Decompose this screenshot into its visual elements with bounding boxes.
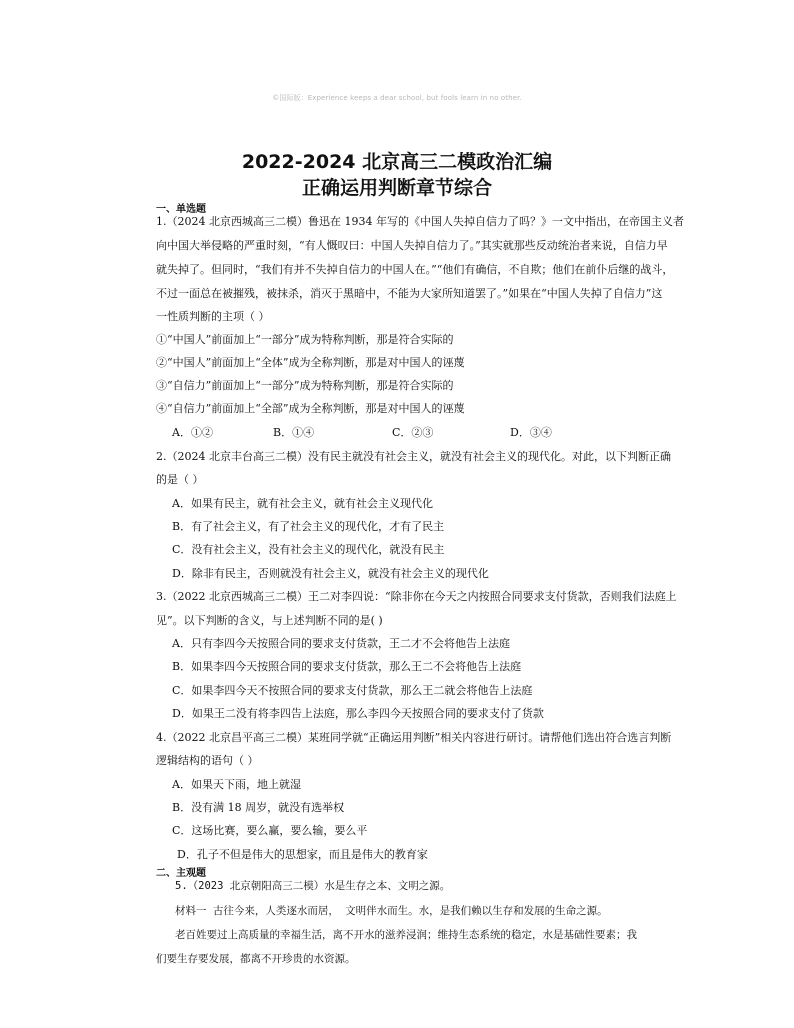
q2-stem-line: 的是（ ）	[156, 473, 204, 486]
q1-option-c: C．②③	[392, 426, 434, 439]
q4-option-c: C．这场比赛，要么赢，要么输，要么平	[172, 824, 368, 837]
q1-option-b: B．①④	[273, 426, 315, 439]
q3-stem-line: 见”。以下判断的含义，与上述判断不同的是( )	[156, 614, 383, 627]
q1-option-a: A．①②	[172, 426, 213, 439]
q5-material-line: 材料一 古往今来，人类逐水而居， 文明伴水而生。水，是我们赖以生存和发展的生命之源。	[175, 905, 608, 917]
q2-option-d: D．除非有民主，否则就没有社会主义，就没有社会主义的现代化	[172, 567, 489, 580]
q4-option-a: A．如果天下雨，地上就湿	[172, 778, 301, 791]
q1-stem-line: 向中国大举侵略的严重时刻，“有人慨叹曰：中国人失掉自信力了。”其实就那些反动统治者来说，自信力早	[156, 239, 668, 252]
section-heading-subjective: 二、主观题	[156, 868, 206, 879]
q1-statement: ③“自信力”前面加上“一部分”成为特称判断，那是符合实际的	[156, 379, 454, 392]
q2-option-a: A．如果有民主，就有社会主义，就有社会主义现代化	[172, 497, 433, 510]
q1-stem-line: 1.（2024 北京西城高三二模）鲁迅在 1934 年写的《中国人失掉自信力了吗？》一文中指出，在帝国主义者	[156, 215, 684, 228]
q1-stem-line: 一性质判断的主项（ ）	[156, 310, 270, 323]
q1-option-d: D．③④	[510, 426, 552, 439]
q3-option-b: B．如果李四今天按照合同的要求支付货款，那么王二不会将他告上法庭	[172, 660, 522, 673]
q5-stem-line: 5.（2023 北京朝阳高三二模）水是生存之本、文明之源。	[175, 880, 451, 892]
watermark: ©国际版：Experience keeps a dear school, but fools learn in no other.	[272, 94, 522, 102]
q1-statement: ④“自信力”前面加上“全部”成为全称判断，那是对中国人的诬蔑	[156, 402, 465, 415]
q2-stem-line: 2.（2024 北京丰台高三二模）没有民主就没有社会主义，就没有社会主义的现代化。对此，以下判断正确	[156, 450, 671, 463]
q3-stem-line: 3.（2022 北京西城高三二模）王二对李四说：“除非你在今天之内按照合同要求支付货款，否则我们法庭上	[156, 590, 677, 603]
q5-material-line: 们要生存要发展，都离不开珍贵的水资源。	[156, 953, 356, 965]
q3-option-d: D．如果王二没有将李四告上法庭，那么李四今天按照合同的要求支付了货款	[172, 707, 544, 720]
page-subtitle: 正确运用判断章节综合	[301, 177, 492, 199]
section-heading-single-choice: 一、单选题	[156, 204, 206, 215]
q4-option-d: D．孔子不但是伟大的思想家，而且是伟大的教育家	[177, 848, 428, 861]
page-title: 2022-2024 北京高三二模政治汇编	[241, 151, 553, 173]
q1-statement: ①“中国人”前面加上“一部分”成为特称判断，那是符合实际的	[156, 333, 454, 346]
q3-option-c: C．如果李四今天不按照合同的要求支付货款，那么王二就会将他告上法庭	[172, 684, 533, 697]
q2-option-c: C．没有社会主义，没有社会主义的现代化，就没有民主	[172, 543, 445, 556]
q1-statement: ②“中国人”前面加上“全体”成为全称判断，那是对中国人的诬蔑	[156, 356, 465, 369]
q4-stem-line: 4.（2022 北京昌平高三二模）某班同学就“正确运用判断”相关内容进行研讨。请帮他们选出符合选言判断	[156, 731, 672, 744]
q3-option-a: A．只有李四今天按照合同的要求支付货款，王二才不会将他告上法庭	[172, 637, 510, 650]
q1-stem-line: 就失掉了。但同时，“我们有并不失掉自信力的中国人在。”“他们有确信，不自欺；他们在前仆后继的战斗，	[156, 263, 674, 276]
q4-option-b: B．没有满 18 周岁，就没有选举权	[172, 801, 345, 814]
q2-option-b: B．有了社会主义，有了社会主义的现代化，才有了民主	[172, 520, 445, 533]
q1-stem-line: 不过一面总在被摧残，被抹杀，消灭于黑暗中，不能为大家所知道罢了。”如果在“中国人失掉了自信力”这	[156, 287, 663, 300]
q4-stem-line: 逻辑结构的语句（ ）	[156, 754, 259, 767]
q5-material-line: 老百姓要过上高质量的幸福生活，离不开水的滋养浸润；维持生态系统的稳定，水是基础性要素；我	[175, 929, 637, 941]
